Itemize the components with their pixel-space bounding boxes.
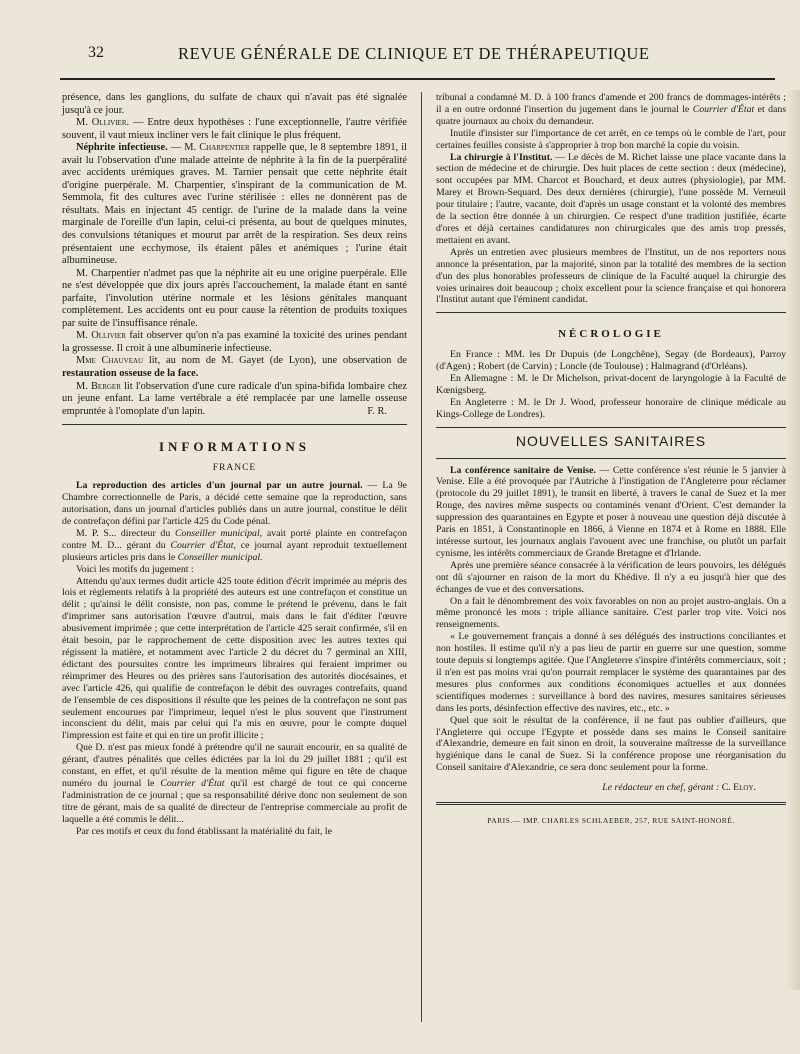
section-heading: NÉCROLOGIE [558,328,664,341]
paragraph-text: avait porté plainte en contrefaçon contre M. D... gérant du [62,527,408,551]
paragraph: Par ces motifs et ceux du fond établissant la matérialité du fait, le [76,825,332,837]
section-rule [436,427,786,428]
paragraph: Voici les motifs du jugement : [76,563,194,575]
paragraph-text: Que D. n'est pas mieux fondé à prétendre qu'il ne saurait encourir, en sa qualité de gérant, d'autres pénalités que celles édictées par la loi du 29 juillet 1881 ; qu'il est constant, en effet, et qu'il résulte de la mention même qui figure en tête de chaque numéro du journal le [62,742,407,789]
editor-line [436,782,786,794]
speaker-name: Mme Chauveau [76,355,144,367]
paragraph-text: ce journal ayant reproduit textuellement plusieurs articles pris dans le [62,539,408,563]
paragraph-text: et dans quatre journaux au choix du demandeur. [436,103,787,127]
header-rule [60,78,775,80]
journal-name: Conseiller municipal. [177,551,263,563]
editor-label: Le rédacteur en chef, gérant : [602,782,720,794]
paragraph-text: lit l'observation d'une cure radicale d'un spina-bifida lombaire chez un jeune enfant. La lame vertébrale a été remplacée par une lamelle osseuse empruntée à l'omoplate d'un lapin. [62,380,407,417]
article-title: La reproduction des articles d'un journal par un autre journal. [76,480,363,492]
paragraph [62,480,407,528]
journal-title: REVUE GÉNÉRALE DE CLINIQUE ET DE THÉRAPEUTIQUE [178,44,650,63]
paragraph [436,152,786,247]
speaker-name: M. Berger [76,380,121,392]
paragraph: Après un entretien avec plusieurs membres de l'Institut, un de nos reporters nous annonce la présentation, par la majorité, sinon par la totalité des membres de la section d'un des plus honorables professeurs de clinique de la Faculté auquel la chirurgie des voies urinaires doit beaucoup ; choix excellent pour la science française et qui honorera l'Institut autant que l'éminent candidat. [436,246,786,306]
page-edge-shadow [786,90,800,990]
section-rule [436,312,786,313]
paragraph [62,117,407,142]
paragraph [62,330,407,355]
section-heading: NOUVELLES SANITAIRES [515,432,707,449]
paragraph-text: M. P. S... directeur du [76,527,171,539]
paragraph: En Allemagne : M. le Dr Michelson, privat-docent de laryngologie à la Faculté de Kœnigsberg. [436,373,786,396]
journal-name: Courrier d'État [160,777,225,789]
left-column [62,92,407,838]
paragraph [62,381,407,419]
paragraph: M. Charpentier n'admet pas que la néphrite ait eu une origine puerpérale. Elle ne s'est développée que dix jours après l'accouchement, la malade étant en santé parfaite, l'involution utérine normale et les lésions génitales manquant complètement. Les accidents ont eu pour cause la rétention de produits toxiques par suite de l'insuffisance rénale. [62,267,407,329]
paragraph [62,355,407,380]
paragraph: présence, dans les ganglions, du sulfate de chaux qui n'avait pas été signalée jusqu'à ce jour. [62,92,407,116]
paragraph: Inutile d'insister sur l'importance de cet arrêt, en ce temps où le comble de l'art, pour certaines feuilles consiste à s'approprier à trop bon marché la copie du voisin. [436,127,786,151]
author-initials: F. R. [367,405,387,417]
paragraph: On a fait le dénombrement des voix favorables on non au projet austro-anglais. On a même prononcé les mots : triple alliance sanitaire. C'est parler trop vite. Voici nos renseignements. [436,595,786,631]
paragraph [62,528,407,564]
page-number: 32 [88,44,104,61]
page-header [60,44,775,74]
editor-name: C. Eloy. [721,782,756,794]
paragraph-text: fait observer qu'on n'a pas examiné la toxicité des urines pendant la grossesse. Il croit à une albuminerie infectieuse. [62,330,407,354]
paragraph-text: tribunal a condamné M. D. à 100 francs d'amende et 200 francs de dommages-intérêts ; il a en outre ordonné l'insertion du jugement dans le journal le [436,92,786,115]
article-title: restauration osseuse de la face. [62,368,199,380]
paragraph [62,142,407,267]
paragraph-text: lit, au nom de M. Gayet (de Lyon), une observation de [148,355,407,367]
paragraph: En Angleterre : M. le Dr J. Wood, professeur honoraire de clinique médicale au Kings-College de Londres). [436,396,786,420]
section-heading: INFORMATIONS [158,439,311,455]
journal-name: Courrier d'État, [170,539,236,551]
paragraph [436,92,786,128]
section-rule [436,458,786,459]
column-divider [421,92,422,1022]
article-title: Néphrite infectieuse. [76,142,168,154]
section-rule [62,424,407,425]
printer-imprint: PARIS.— IMP. CHARLES SCHLAEBER, 257, RUE SAINT-HONORÉ. [487,816,735,826]
paragraph-text: — Entre deux hypothèses : l'une exceptionnelle, l'autre vérifiée souvent, il vaut mieux incliner vers le fait clinique le plus fréquent. [62,117,407,141]
paragraph [436,465,786,560]
paragraph-text: — Cette conférence s'est réunie le 5 janvier à Venise. Elle a été provoquée par l'Autriche à l'instigation de l'Angleterre pour réclamer (protocole du 29 juillet 1891), le transit en liberté, à travers le canal de Suez et la mer Rouge, des navires même suspects ou contaminés venant d'Orient. C'est demander la suppression des quarantaines en Egypte et poser à nouveau une question déjà discutée à Paris en 1851, à Constantinople en 1866, à Vienne en 1874 et à Rome en 1888. Elle intéresse surtout, les journaux anglais l'avouent avec une franchise, ou plutôt un parfait cynisme, les intérêts commerciaux de Grande Bretagne et d'Irlande. [436,464,786,559]
paragraph-text: qu'il est chargé de tout ce qui concerne l'administration de ce journal ; que sa responsabilité dérive donc non seulement de son titre de gérant, mais de sa qualité de directeur de l'entreprise commerciale au profit de laquelle a été commis le délit... [62,777,408,825]
informations-body [62,480,407,837]
paragraph [62,742,407,825]
article-title: La chirurgie à l'Institut. [450,151,553,163]
paragraph-text: — Le décès de M. Richet laisse une place vacante dans la section de médecine et de chirurgie. Des huit places de cette section : deux (médecine), sont occupées par MM. Charcot et Bouchard, et deux autres (physiologie), par MM. Marey et Brown-Sequard. Des deux dernières (chirurgie), l'une possède M. Verneuil pour titulaire ; l'autre, vacante, doit d'après un usage constant et la volonté des membres de la section être donnée à un chirurgien. Ce respect d'une tradition justifiée, écarte d'ores et déjà certaines candidatures non chirurgicales que des amis trop pressés, mettaient en avant. [436,151,786,246]
right-column [436,92,786,827]
speaker-name: M. Ollivier [76,330,126,342]
paragraph: En France : MM. les Dr Dupuis (de Longchêne), Segay (de Bordeaux), Parroy (d'Agen) ; Robert (de Carvin) ; Loncle (de Toulouse) ; Halmagrand (d'Orléans). [436,349,786,373]
paragraph: « Le gouvernement français a donné à ses délégués des instructions conciliantes et non hostiles. Il estime qu'il n'y a pas lieu de partir en guerre sur une question, somme toute depuis si longtemps agitée. Que l'Angleterre s'inspire d'intérêts commerciaux, soit ; il n'en est pas moins vrai qu'on pourrait remplacer le système des quarantaines par des mesures plus conformes aux conditions économiques actuelles et aux données scientifiques modernes : surveillance à bord des navires, mesures sanitaires sérieuses dans les ports, désinfection effective des navires, etc., etc. » [436,631,786,714]
journal-name: Courrier d'État [692,103,755,115]
paragraph: Attendu qu'aux termes dudit article 425 toute édition d'écrit imprimée au mépris des lois et règlements relatifs à la propriété des auteurs est une contrefaçon et constitue un délit ; qu'ainsi le délit consiste, non pas, comme le prétend le prévenu, dans le fait d'imprimer sans autorisation l'œuvre d'autrui, mais dans le fait d'éditer l'œuvre abusivement imprimée ; que cette interprétation de l'article 425 serait confirmée, s'il en était besoin, par le rapprochement de cette disposition avec les autres textes qui régissent la matière, et notamment avec l'article 2 du décret du 7 germinal an XIII, édictant des poursuites contre les imprimeurs libraires qui feraient imprimer ou réimprimer des Heures ou des prières sans l'autorisation des autorités diocésaines, et avec l'article 426, qui qualifie de contrefaçon le débit des ouvrages contrefaits, quand de l'ensemble de ces dispositions il résulte que les peines de la contrefaçon ne sont pas seulement encourues par l'imprimeur, lequel n'est le plus souvent que l'instrument inconscient du délit, mais par celui qui l'a mis en œuvre, pour le compte duquel l'impression est faite et qui en tire un profit illicite ; [62,575,407,742]
article-title: La conférence sanitaire de Venise. [450,464,596,476]
paragraph-text: — La 9e Chambre correctionnelle de Paris, a décidé cette semaine que la reproduction, sans autorisation, dans un journal d'articles publiés dans un autre journal, constitue le délit de contrefaçon défini par l'article 425 du Code pénal. [62,480,407,528]
journal-name: Conseiller municipal, [174,527,263,539]
section-subheading: FRANCE [212,462,257,473]
speaker-name: M. Ollivier. [76,117,130,129]
paragraph: Quel que soit le résultat de la conférence, il ne faut pas oublier d'ailleurs, que l'Angleterre qui occupe l'Egypte et possède dans ses mains le Conseil sanitaire d'Alexandrie, demeure en fait sinon en droit, la souveraine maîtresse de la surveillance hygiénique dans le canal de Suez. Si la conférence propose une réorganisation du Conseil sanitaire d'Alexandrie, ce sera donc seulement pour la forme. [436,714,786,774]
footer-rule [436,802,786,805]
speaker-name: — M. Charpentier [170,142,250,154]
paragraph-text: rappelle que, le 8 septembre 1891, il avait lu l'observation d'une malade atteinte de néphrite à la fin de la puerpéralité avec accidents urémiques graves. M. Tarnier pensait que cette néphrite était d'origine puerpérale. M. Charpentier, s'inspirant de la communication de M. Semmola, fit des cultures avec l'urine stérilisée : elles ne donnèrent pas de résultats. Mais en injectant 45 centigr. de l'urine de la malade dans la veine marginale de l'oreille d'un lapin, celui-ci présenta, au bout de quelques minutes, des convulsions tétaniques et mourut par arrêt de la respiration. Ses deux reins présentaient une ecchymose, ils étaient pâles et anémiques ; l'urine était albumineuse. [62,142,407,267]
paragraph: Après une première séance consacrée à la vérification de leurs pouvoirs, les délégués ont dû s'ajourner en raison de la mort du Khédive. Il n'y a eu jusqu'à hier que des échanges de vue et des conversations. [436,559,786,595]
